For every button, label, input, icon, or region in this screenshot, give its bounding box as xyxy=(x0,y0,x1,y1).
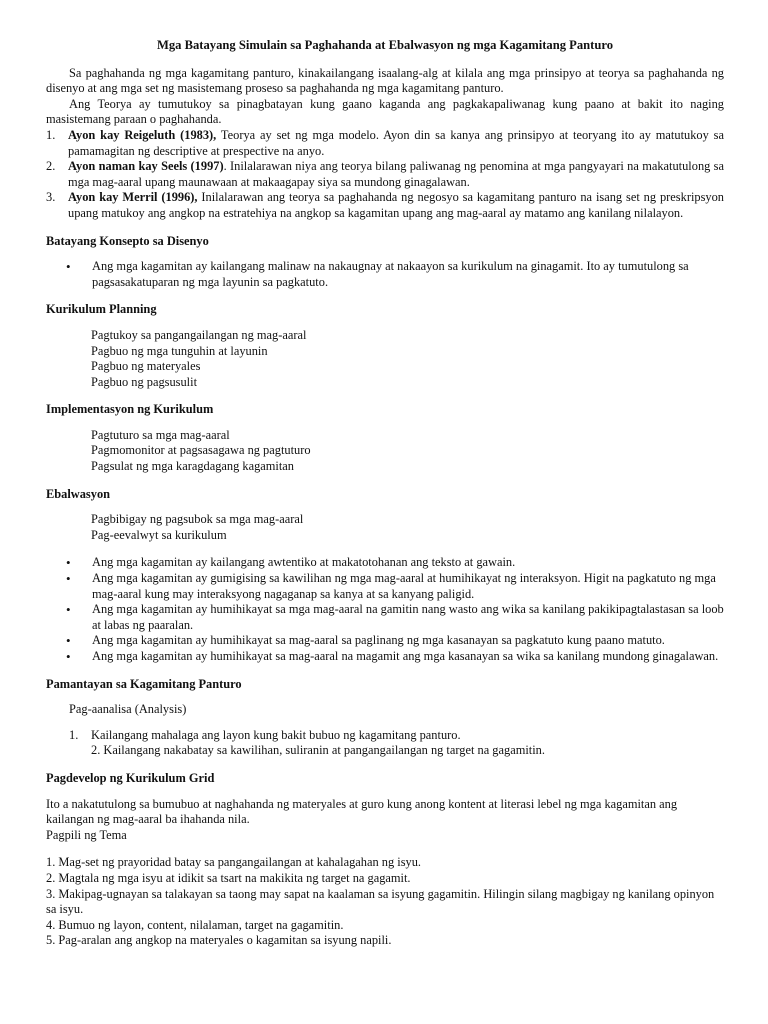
list-item: 2. Kailangang nakabatay sa kawilihan, suliranin at pangangailangan ng target na gagamitin. xyxy=(91,743,545,758)
list-item: 2. Magtala ng mga isyu at idikit sa tsart na makikita ng target na gagamit. xyxy=(46,870,411,885)
list-item: • Ang mga kagamitan ay gumigising sa kawilihan ng mga mag-aaral at humihikayat ng interaksyon. Higit na pagkatuto ng mga mag-aaral kung may interaksyong nagaganap sa kanya at sa kanyang paligid. xyxy=(46,571,724,602)
list-item: Pagsulat ng mga karagdagang kagamitan xyxy=(91,459,295,474)
list-item: Pagtukoy sa pangangailangan ng mag-aaral xyxy=(91,327,307,342)
pamantayan-subheading: Pag-aanalisa (Analysis) xyxy=(69,702,187,717)
list-item: • Ang mga kagamitan ay humihikayat sa mga mag-aaral na gamitin nang wasto ang wika sa kanilang pakikipagtalastasan sa loob at labas ng paaralan. xyxy=(46,602,724,633)
list-item: Pagbuo ng materyales xyxy=(91,359,201,374)
pagpili-steps xyxy=(46,855,724,949)
list-item: • Ang mga kagamitan ay kailangang malinaw na nakaugnay at nakaayon sa kurikulum na ginagamit. Ito ay tumutulong sa pagsasakatuparan ng mga layunin sa pagkatuto. xyxy=(46,259,724,290)
implementasyon-heading: Implementasyon ng Kurikulum xyxy=(46,402,214,417)
konsepto-heading: Batayang Konsepto sa Disenyo xyxy=(46,233,209,248)
pamantayan-list xyxy=(46,728,724,759)
ebalwasyon-bullets xyxy=(46,555,724,664)
list-item: 1. Mag-set ng prayoridad batay sa pangangailangan at kahalagahan ng isyu. xyxy=(46,855,422,870)
list-item: Pagmomonitor at pagsasagawa ng pagtuturo xyxy=(91,443,311,458)
theory-item: 3. Ayon kay Merril (1996), Inilalarawan ang teorya sa paghahanda ng negosyo sa kagamitang panturo na isang set ng preskripsyon upang matukoy ang angkop na estratehiya na angkop sa kagamitan upang ang mag-aaral ay matamo ang kanilang nilalayon. xyxy=(46,190,724,220)
list-item: • Ang mga kagamitan ay humihikayat sa mag-aaral sa paglinang ng mga kasanayan sa pagkatuto kung paano matuto. xyxy=(46,633,724,649)
theory-list xyxy=(46,128,724,222)
intro-paragraph-2: Ang Teorya ay tumutukoy sa pinagbatayan kung gaano kaganda ang pagkakapaliwanag kung paano at bakit ito naging masistemang paraan o paghahanda. xyxy=(46,96,724,127)
pagpili-subheading: Pagpili ng Tema xyxy=(46,827,127,842)
list-item: Pagbibigay ng pagsubok sa mga mag-aaral xyxy=(91,512,304,527)
intro-paragraph-1: Sa paghahanda ng mga kagamitang panturo, kinakailangang isaalang-alg at kilala ang mga prinsipyo at teorya sa paghahanda ng disenyo at ang mga set ng masistemang proseso sa paghahanda ng mga kagamitang panturo. xyxy=(46,65,724,96)
list-item: 5. Pag-aralan ang angkop na materyales o kagamitan sa isyung napili. xyxy=(46,933,392,948)
list-item: Pagbuo ng pagsusulit xyxy=(91,374,198,389)
kurikulum-planning-heading: Kurikulum Planning xyxy=(46,302,157,317)
document-page xyxy=(46,38,724,949)
list-item: Pagtuturo sa mga mag-aaral xyxy=(91,427,230,442)
list-item: Pagbuo ng mga tunguhin at layunin xyxy=(91,343,268,358)
kurikulum-planning-list xyxy=(46,328,724,390)
list-item: 3. Makipag-ugnayan sa talakayan sa taong may sapat na kaalaman sa isyung gagamitin. Hilingin silang magbigay ng kanilang opinyon sa isyu. xyxy=(46,886,715,917)
pagdevelop-paragraph: Ito a nakatutulong sa bumubuo at naghahanda ng materyales at guro kung anong kontent at literasi lebel ng mga kagamitan ang kailangan ng mag-aaral ba ihahanda nila. xyxy=(46,796,678,827)
theory-item: 1. Ayon kay Reigeluth (1983), Teorya ay set ng mga modelo. Ayon din sa kanya ang prinsipyo at teoryang ito ay matutukoy sa pamamagitan ng descriptive at prespective na anyo. xyxy=(46,127,724,158)
konsepto-bullets xyxy=(46,259,724,290)
list-item: 1. Kailangang mahalaga ang layon kung bakit bubuo ng kagamitang panturo. xyxy=(69,727,461,742)
document-title: Mga Batayang Simulain sa Paghahanda at Ebalwasyon ng mga Kagamitang Panturo xyxy=(156,38,614,52)
implementasyon-list xyxy=(46,428,724,475)
theory-item: 2. Ayon naman kay Seels (1997). Inilalarawan niya ang teorya bilang paliwanag ng penomina at mga pangyayari na makatutulong sa mga mag-aaral upang maunawaan at makaagapay siya sa mundong ginagalawan. xyxy=(46,159,724,189)
ebalwasyon-list xyxy=(46,512,724,543)
list-item: Pag-eevalwyt sa kurikulum xyxy=(91,527,227,542)
ebalwasyon-heading: Ebalwasyon xyxy=(46,486,111,501)
pamantayan-heading: Pamantayan sa Kagamitang Panturo xyxy=(46,676,242,691)
list-item: • Ang mga kagamitan ay humihikayat sa mag-aaral na magamit ang mga kasanayan sa wika sa kanilang mundong ginagalawan. xyxy=(46,649,724,665)
list-item: 4. Bumuo ng layon, content, nilalaman, target na gagamitin. xyxy=(46,917,344,932)
list-item: • Ang mga kagamitan ay kailangang awtentiko at makatotohanan ang teksto at gawain. xyxy=(46,555,724,571)
pagdevelop-heading: Pagdevelop ng Kurikulum Grid xyxy=(46,770,215,785)
